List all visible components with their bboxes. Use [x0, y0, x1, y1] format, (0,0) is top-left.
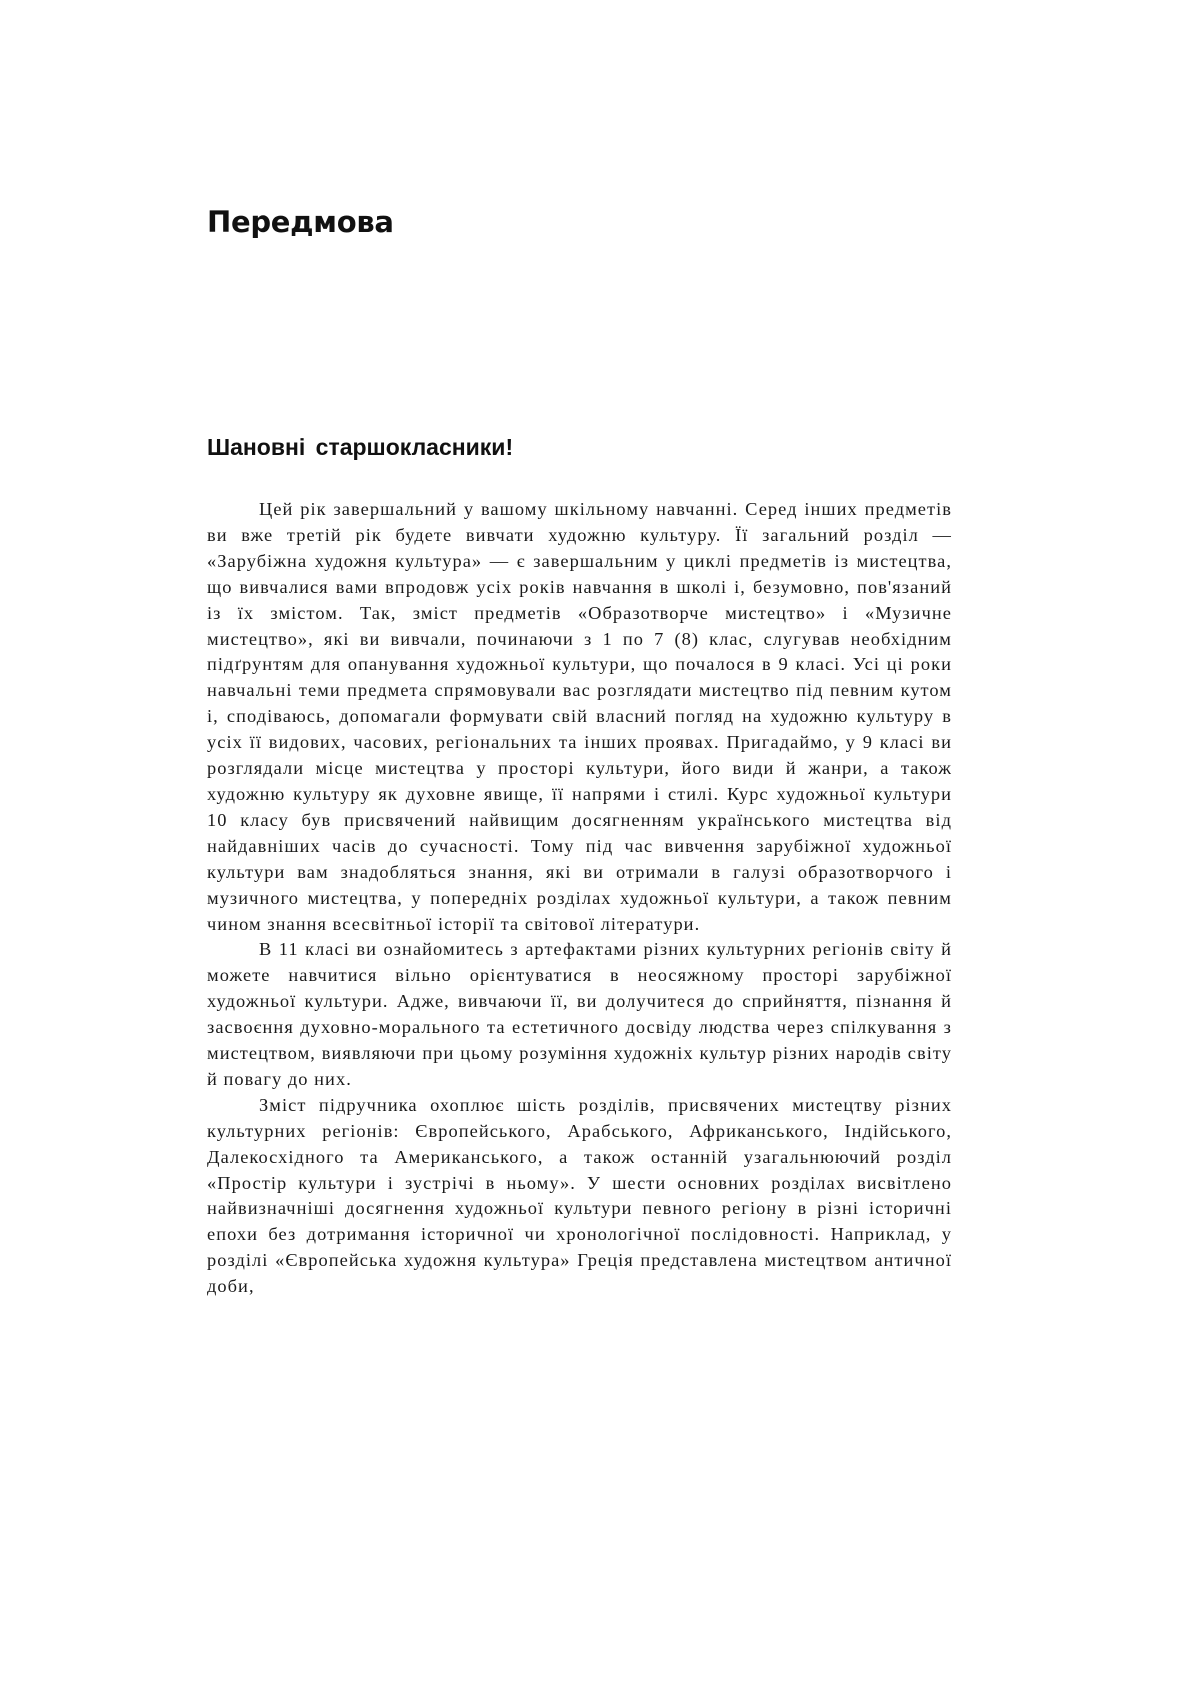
- paragraph: Зміст підручника охоплює шість розділів, присвячених мистецтву різних культурних регіонів: Європейського, Арабського, Африканського, Індійського, Далекосхідного та Американського, а також останній узагальнюючий розділ «Простір культури і зустрічі в ньому». У шести основних розділах висвітлено найвизначніші досягнення художньої культури певного регіону в різні історичні епохи без дотримання історичної чи хронологічної послідовності. Наприклад, у розділі «Європейська художня культура» Греція представлена мистецтвом античної доби,: [207, 1094, 952, 1297]
- chapter-title: Передмова: [207, 205, 394, 239]
- paragraph: В 11 класі ви ознайомитесь з артефактами різних культурних регіонів світу й можете навчитися вільно орієнтуватися в неосяжному просторі зарубіжної художньої культури. Адже, вивчаючи її, ви долучитеся до сприйняття, пізнання й засвоєння духовно-морального та естетичного досвіду людства через спілкування з мистецтвом, виявляючи при цьому розуміння художніх культур різних народів світу й повагу до них.: [207, 939, 952, 1089]
- body-text: [207, 497, 952, 1300]
- greeting-heading: Шановні старшокласники!: [207, 434, 514, 460]
- paragraph: Цей рік завершальний у вашому шкільному навчанні. Серед інших предметів ви вже третій рік будете вивчати художню культуру. Її загальний розділ — «Зарубіжна художня культура» — є завершальним у циклі предметів із мистецтва, що вивчалися вами впродовж усіх років навчання в школі і, безумовно, пов'язаний із їх змістом. Так, зміст предметів «Образотворче мистецтво» і «Музичне мистецтво», які ви вивчали, починаючи з 1 по 7 (8) клас, слугував необхідним підґрунтям для опанування художньої культури, що почалося в 9 класі. Усі ці роки навчальні теми предмета спрямовували вас розглядати мистецтво під певним кутом і, сподіваюсь, допомагали формувати свій власний погляд на художню культуру в усіх її видових, часових, регіональних та інших проявах. Пригадаймо, у 9 класі ви розглядали місце мистецтва у просторі культури, його види й жанри, а також художню культуру як духовне явище, її напрями і стилі. Курс художньої культури 10 класу був присвячений найвищим досягненням українського мистецтва від найдавніших часів до сучасності. Тому під час вивчення зарубіжної художньої культури вам знадобляться знання, які ви отримали в галузі образотворчого і музичного мистецтва, у попередніх розділах художньої культури, а також певним чином знання всесвітньої історії та світової літератури.: [207, 499, 952, 934]
